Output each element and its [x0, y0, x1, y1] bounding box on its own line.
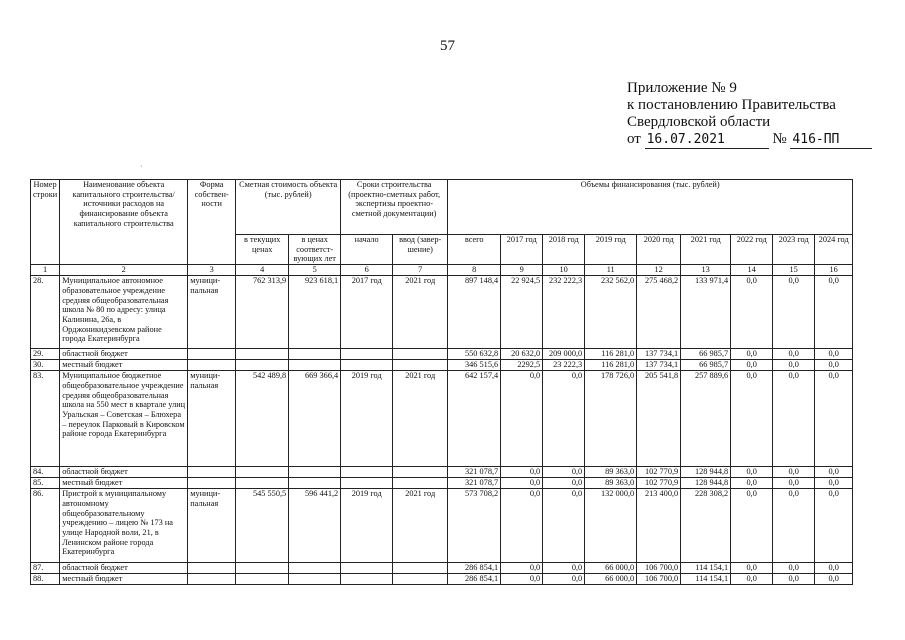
start-cell [341, 360, 393, 371]
y2017-cell: 0,0 [501, 478, 543, 489]
object-name-cell: местный бюджет [60, 478, 188, 489]
y2022-cell: 0,0 [731, 349, 773, 360]
column-number-cell: 11 [585, 265, 637, 276]
y2023-cell: 0,0 [773, 574, 815, 585]
y2024-cell: 0,0 [815, 489, 853, 563]
total-cell: 321 078,7 [448, 467, 501, 478]
cost-years-cell [289, 467, 341, 478]
y2023-cell: 0,0 [773, 478, 815, 489]
finish-cell [393, 360, 448, 371]
y2021-cell: 114 154,1 [681, 574, 731, 585]
y2021-cell: 66 985,7 [681, 349, 731, 360]
y2017-cell: 0,0 [501, 467, 543, 478]
page-number: 57 [440, 38, 455, 54]
object-name-cell: местный бюджет [60, 574, 188, 585]
start-cell [341, 574, 393, 585]
y2019-cell: 116 281,0 [585, 360, 637, 371]
y2020-cell: 102 770,9 [637, 478, 681, 489]
y2019-cell: 232 562,0 [585, 276, 637, 349]
cost-years-cell [289, 478, 341, 489]
y2018-cell: 0,0 [543, 574, 585, 585]
row-number-cell: 85. [31, 478, 60, 489]
y2022-cell: 0,0 [731, 563, 773, 574]
total-cell: 897 148,4 [448, 276, 501, 349]
header-object-name: Наименование объекта капитального строительства/ источники расходов на финансирование объекта капитального строительства [60, 180, 188, 265]
ownership-cell: муници-пальная [188, 489, 236, 563]
y2020-cell: 205 541,8 [637, 371, 681, 467]
start-cell: 2019 год [341, 371, 393, 467]
total-cell: 286 854,1 [448, 574, 501, 585]
table-row [31, 489, 853, 563]
table-row [31, 276, 853, 349]
cost-current-cell: 762 313,9 [236, 276, 289, 349]
column-number-cell: 15 [773, 265, 815, 276]
y2022-cell: 0,0 [731, 574, 773, 585]
column-number-cell: 12 [637, 265, 681, 276]
scan-mark: · [140, 162, 143, 171]
y2017-cell: 22 924,5 [501, 276, 543, 349]
ownership-cell: муници-пальная [188, 276, 236, 349]
y2020-cell: 106 700,0 [637, 563, 681, 574]
start-cell: 2017 год [341, 276, 393, 349]
appendix-resolution: к постановлению Правительства [627, 97, 836, 113]
y2023-cell: 0,0 [773, 563, 815, 574]
cost-current-cell [236, 349, 289, 360]
y2021-cell: 66 985,7 [681, 360, 731, 371]
object-name-cell: областной бюджет [60, 467, 188, 478]
y2023-cell: 0,0 [773, 489, 815, 563]
cost-years-cell [289, 574, 341, 585]
header-row-top [31, 180, 853, 235]
y2024-cell: 0,0 [815, 467, 853, 478]
ownership-cell [188, 360, 236, 371]
y2023-cell: 0,0 [773, 360, 815, 371]
y2024-cell: 0,0 [815, 360, 853, 371]
row-number-cell: 88. [31, 574, 60, 585]
start-cell [341, 467, 393, 478]
object-name-cell: Муниципальное автономное образовательное учреждение средняя общеобразовательная школа № 80 по адресу: улица Калинина, 26а, в Орджоникидзевском районе города Екатеринбурга [60, 276, 188, 349]
appendix-date-line [627, 131, 872, 149]
object-name-cell: областной бюджет [60, 563, 188, 574]
y2018-cell: 232 222,3 [543, 276, 585, 349]
y2019-cell: 66 000,0 [585, 574, 637, 585]
column-number-cell: 3 [188, 265, 236, 276]
appendix-block [627, 80, 872, 149]
finish-cell [393, 349, 448, 360]
y2022-cell: 0,0 [731, 467, 773, 478]
cost-years-cell: 669 366,4 [289, 371, 341, 467]
cost-current-cell: 545 550,5 [236, 489, 289, 563]
y2023-cell: 0,0 [773, 349, 815, 360]
y2021-cell: 133 971,4 [681, 276, 731, 349]
ownership-cell [188, 478, 236, 489]
header-cost-current: в текущих ценах [236, 235, 289, 265]
row-number-cell: 87. [31, 563, 60, 574]
y2021-cell: 228 308,2 [681, 489, 731, 563]
header-2023: 2023 год [773, 235, 815, 265]
header-ownership: Форма собствен-ности [188, 180, 236, 265]
y2024-cell: 0,0 [815, 276, 853, 349]
header-cost-years: в ценах соответст-вующих лет [289, 235, 341, 265]
ownership-cell [188, 563, 236, 574]
cost-current-cell [236, 360, 289, 371]
row-number-cell: 83. [31, 371, 60, 467]
y2024-cell: 0,0 [815, 349, 853, 360]
header-2020: 2020 год [637, 235, 681, 265]
row-number-cell: 29. [31, 349, 60, 360]
y2020-cell: 106 700,0 [637, 574, 681, 585]
table-row [31, 574, 853, 585]
y2017-cell: 0,0 [501, 371, 543, 467]
finish-cell [393, 478, 448, 489]
y2022-cell: 0,0 [731, 276, 773, 349]
y2024-cell: 0,0 [815, 563, 853, 574]
y2021-cell: 128 944,8 [681, 478, 731, 489]
header-financing-volumes: Объемы финансирования (тыс. рублей) [448, 180, 853, 235]
total-cell: 321 078,7 [448, 478, 501, 489]
finish-cell: 2021 год [393, 371, 448, 467]
table-row [31, 478, 853, 489]
y2022-cell: 0,0 [731, 478, 773, 489]
y2018-cell: 23 222,3 [543, 360, 585, 371]
column-number-cell: 13 [681, 265, 731, 276]
y2019-cell: 89 363,0 [585, 467, 637, 478]
total-cell: 642 157,4 [448, 371, 501, 467]
column-number-cell: 6 [341, 265, 393, 276]
column-number-cell: 8 [448, 265, 501, 276]
y2017-cell: 0,0 [501, 563, 543, 574]
object-name-cell: Пристрой к муниципальному автономному общеобразовательному учреждению – лицею № 173 на улице Народной воли, 21, в Ленинском районе города Екатеринбурга [60, 489, 188, 563]
finish-cell: 2021 год [393, 276, 448, 349]
column-number-row [31, 265, 853, 276]
start-cell: 2019 год [341, 489, 393, 563]
y2020-cell: 137 734,1 [637, 349, 681, 360]
y2024-cell: 0,0 [815, 574, 853, 585]
total-cell: 286 854,1 [448, 563, 501, 574]
appendix-title: Приложение № 9 [627, 80, 737, 96]
start-cell [341, 478, 393, 489]
y2018-cell: 0,0 [543, 467, 585, 478]
y2019-cell: 116 281,0 [585, 349, 637, 360]
y2020-cell: 102 770,9 [637, 467, 681, 478]
row-number-cell: 28. [31, 276, 60, 349]
resolution-date: 16.07.2021 [645, 131, 769, 149]
finish-cell [393, 467, 448, 478]
header-2021: 2021 год [681, 235, 731, 265]
row-number-cell: 86. [31, 489, 60, 563]
column-number-cell: 14 [731, 265, 773, 276]
header-construction-terms: Сроки строительства (проектно-сметных работ, экспертизы проектно-сметной документации) [341, 180, 448, 235]
y2019-cell: 66 000,0 [585, 563, 637, 574]
column-number-cell: 4 [236, 265, 289, 276]
column-number-cell: 2 [60, 265, 188, 276]
y2021-cell: 257 889,6 [681, 371, 731, 467]
header-2024: 2024 год [815, 235, 853, 265]
ownership-cell [188, 574, 236, 585]
object-name-cell: областной бюджет [60, 349, 188, 360]
row-number-cell: 84. [31, 467, 60, 478]
cost-years-cell [289, 349, 341, 360]
ownership-cell [188, 349, 236, 360]
ownership-cell: муници-пальная [188, 371, 236, 467]
column-number-cell: 5 [289, 265, 341, 276]
cost-current-cell [236, 478, 289, 489]
table-row [31, 563, 853, 574]
cost-current-cell [236, 574, 289, 585]
y2022-cell: 0,0 [731, 371, 773, 467]
y2021-cell: 114 154,1 [681, 563, 731, 574]
y2018-cell: 0,0 [543, 563, 585, 574]
table-row [31, 349, 853, 360]
header-total: всего [448, 235, 501, 265]
start-cell [341, 349, 393, 360]
y2021-cell: 128 944,8 [681, 467, 731, 478]
y2017-cell: 0,0 [501, 489, 543, 563]
y2019-cell: 89 363,0 [585, 478, 637, 489]
column-number-cell: 9 [501, 265, 543, 276]
y2023-cell: 0,0 [773, 276, 815, 349]
y2017-cell: 2292,5 [501, 360, 543, 371]
date-prefix: от [627, 131, 641, 147]
y2020-cell: 137 734,1 [637, 360, 681, 371]
finish-cell [393, 574, 448, 585]
total-cell: 550 632,8 [448, 349, 501, 360]
cost-years-cell: 596 441,2 [289, 489, 341, 563]
y2022-cell: 0,0 [731, 489, 773, 563]
header-2017: 2017 год [501, 235, 543, 265]
financing-table [30, 179, 853, 585]
number-sign: № [772, 131, 787, 147]
cost-current-cell [236, 467, 289, 478]
total-cell: 573 708,2 [448, 489, 501, 563]
y2020-cell: 213 400,0 [637, 489, 681, 563]
table-row [31, 360, 853, 371]
y2018-cell: 0,0 [543, 478, 585, 489]
header-estimated-cost: Сметная стоимость объекта (тыс. рублей) [236, 180, 341, 235]
table-row [31, 371, 853, 467]
row-number-cell: 30. [31, 360, 60, 371]
header-start: начало [341, 235, 393, 265]
column-number-cell: 7 [393, 265, 448, 276]
object-name-cell: Муниципальное бюджетное общеобразовательное учреждение средняя общеобразовательная школа на 550 мест в квартале улиц Уральская – Советская – Блюхера – переулок Парковый в Кировском районе города Екатеринбурга [60, 371, 188, 467]
total-cell: 346 515,6 [448, 360, 501, 371]
column-number-cell: 1 [31, 265, 60, 276]
cost-years-cell [289, 360, 341, 371]
column-number-cell: 16 [815, 265, 853, 276]
header-2019: 2019 год [585, 235, 637, 265]
y2019-cell: 178 726,0 [585, 371, 637, 467]
column-number-cell: 10 [543, 265, 585, 276]
cost-current-cell: 542 489,8 [236, 371, 289, 467]
header-row-number: Номер строки [31, 180, 60, 265]
y2020-cell: 275 468,2 [637, 276, 681, 349]
y2018-cell: 0,0 [543, 371, 585, 467]
object-name-cell: местный бюджет [60, 360, 188, 371]
y2018-cell: 209 000,0 [543, 349, 585, 360]
header-finish: ввод (завер-шение) [393, 235, 448, 265]
finish-cell [393, 563, 448, 574]
y2024-cell: 0,0 [815, 371, 853, 467]
y2018-cell: 0,0 [543, 489, 585, 563]
cost-years-cell: 923 618,1 [289, 276, 341, 349]
y2022-cell: 0,0 [731, 360, 773, 371]
y2017-cell: 20 632,0 [501, 349, 543, 360]
table-row [31, 467, 853, 478]
y2017-cell: 0,0 [501, 574, 543, 585]
y2019-cell: 132 000,0 [585, 489, 637, 563]
y2023-cell: 0,0 [773, 371, 815, 467]
ownership-cell [188, 467, 236, 478]
finish-cell: 2021 год [393, 489, 448, 563]
y2024-cell: 0,0 [815, 478, 853, 489]
cost-current-cell [236, 563, 289, 574]
start-cell [341, 563, 393, 574]
y2023-cell: 0,0 [773, 467, 815, 478]
header-2022: 2022 год [731, 235, 773, 265]
appendix-region: Свердловской области [627, 114, 771, 130]
header-2018: 2018 год [543, 235, 585, 265]
cost-years-cell [289, 563, 341, 574]
resolution-number: 416-ПП [790, 131, 872, 149]
